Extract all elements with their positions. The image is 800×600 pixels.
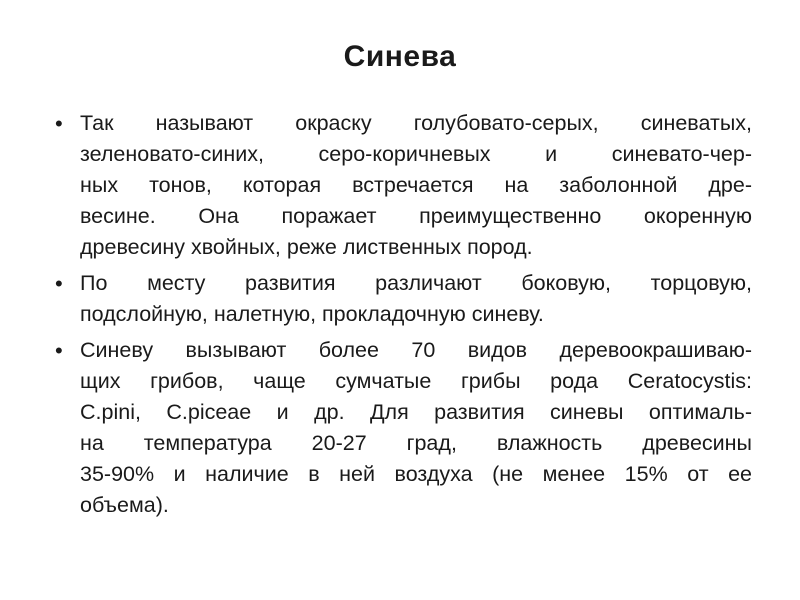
bullet-line: древесину хвойных, реже лиственных пород. [80,235,533,259]
bullet-line: весине. Она поражает преимущественно окоренную [80,204,752,228]
bullet-dot-icon: • [55,338,63,363]
bullet-item [52,335,752,521]
bullet-line: 35-90% и наличие в ней воздуха (не менее 15% от ее [80,462,752,486]
bullet-line: Так называют окраску голубовато-серых, синеватых, [80,111,752,135]
bullet-list [52,108,752,526]
bullet-line: По месту развития различают боковую, торцовую, [80,271,752,295]
bullet-line: C.pini, C.piceae и др. Для развития синевы оптималь- [80,400,752,424]
bullet-item [52,108,752,263]
bullet-item [52,268,752,330]
bullet-line: на температура 20-27 град, влажность древесины [80,431,752,455]
bullet-line: щих грибов, чаще сумчатые грибы рода Ceratocystis: [80,369,752,393]
bullet-dot-icon: • [55,271,63,296]
bullet-line: подслойную, налетную, прокладочную синеву. [80,302,544,326]
slide-title: Синева [343,40,457,73]
bullet-line: ных тонов, которая встречается на заболонной дре- [80,173,752,197]
bullet-line: зеленовато-синих, серо-коричневых и синевато-чер- [80,142,752,166]
bullet-line: Синеву вызывают более 70 видов деревоокрашиваю- [80,338,752,362]
bullet-line: объема). [80,493,169,517]
bullet-dot-icon: • [55,111,63,136]
